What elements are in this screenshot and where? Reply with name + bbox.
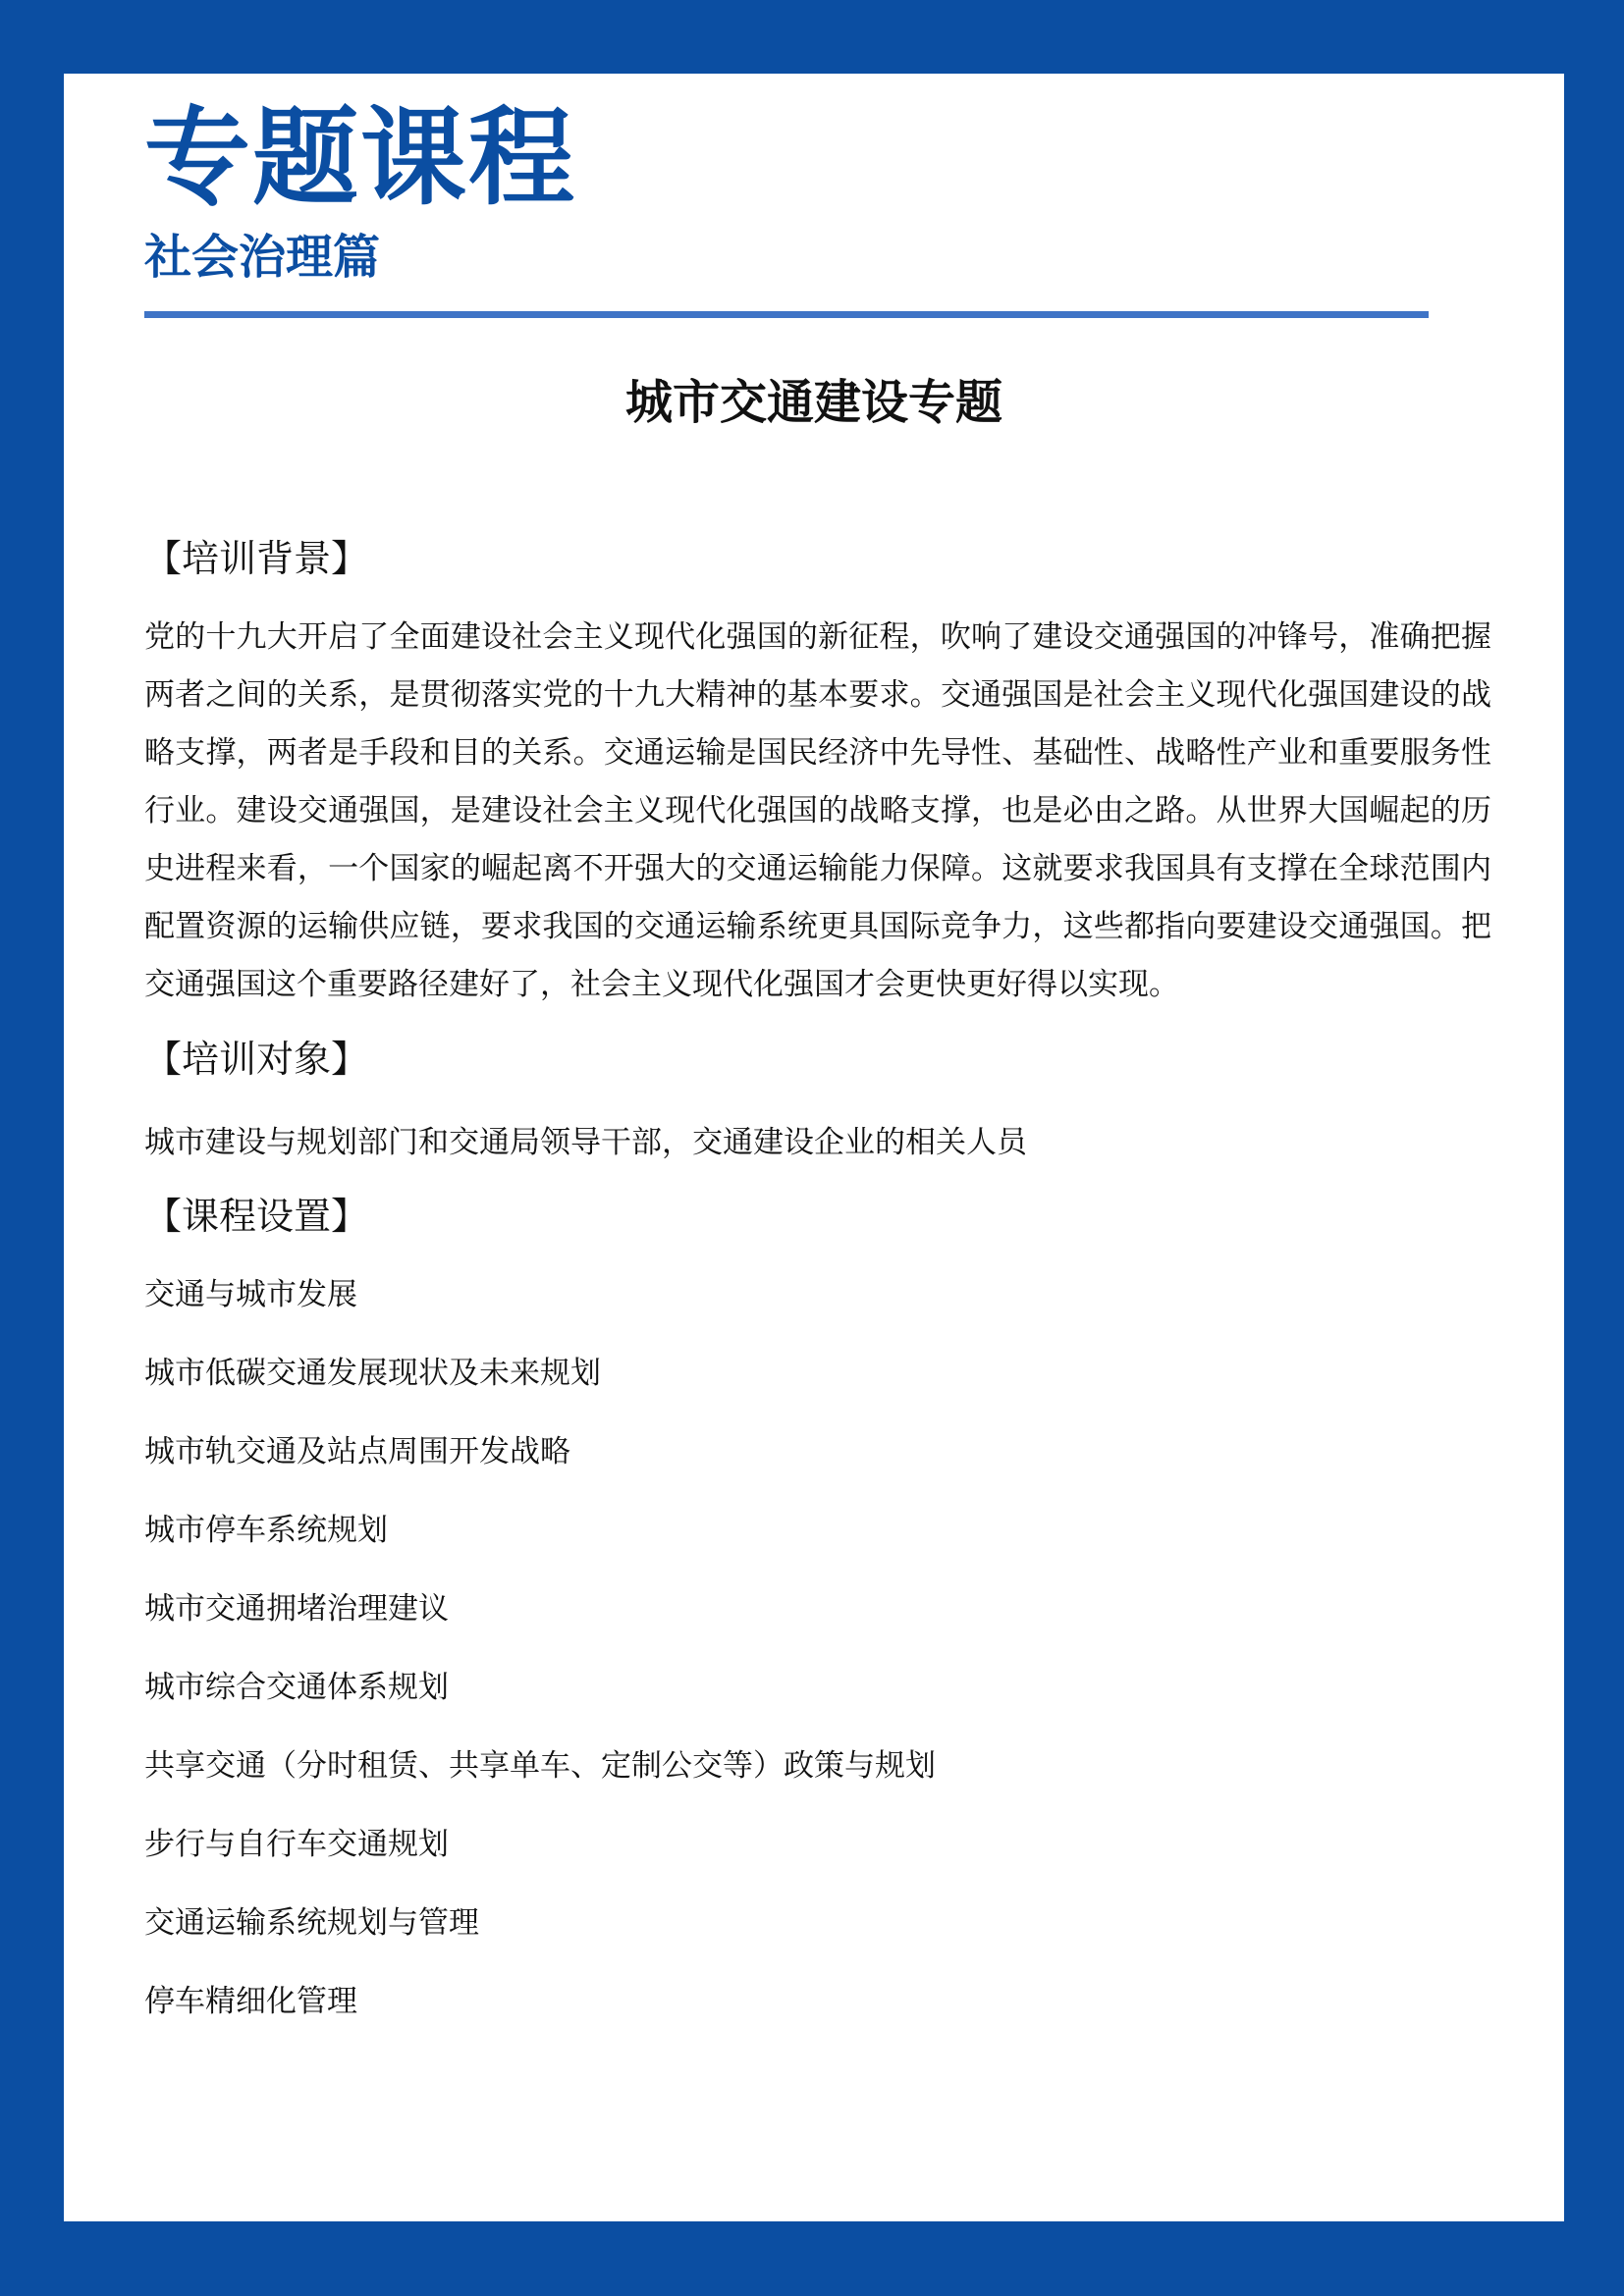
course-item: 城市轨交通及站点周围开发战略 bbox=[144, 1434, 570, 1469]
course-item: 步行与自行车交通规划 bbox=[144, 1827, 449, 1862]
header-subtitle: 社会治理篇 bbox=[144, 230, 381, 285]
header-title: 专题课程 bbox=[144, 97, 577, 220]
course-item: 城市低碳交通发展现状及未来规划 bbox=[144, 1356, 601, 1391]
course-item: 交通与城市发展 bbox=[144, 1277, 357, 1312]
course-item: 城市综合交通体系规划 bbox=[144, 1670, 449, 1705]
course-item: 共享交通（分时租赁、共享单车、定制公交等）政策与规划 bbox=[144, 1748, 936, 1784]
course-item: 城市停车系统规划 bbox=[144, 1513, 388, 1548]
section-heading-courses: 【课程设置】 bbox=[144, 1195, 369, 1238]
course-item: 交通运输系统规划与管理 bbox=[144, 1905, 479, 1941]
section-heading-background: 【培训背景】 bbox=[144, 537, 369, 580]
background-paragraph: 党的十九大开启了全面建设社会主义现代化强国的新征程，吹响了建设交通强国的冲锋号，准确把握两者之间的关系，是贯彻落实党的十九大精神的基本要求。交通强国是社会主义现代化强国建设的战略支撑，两者是手段和目的关系。交通运输是国民经济中先导性、基础性、战略性产业和重要服务性行业。建设交通强国，是建设社会主义现代化强国的战略支撑，也是必由之路。从世界大国崛起的历史进程来看，一个国家的崛起离不开强大的交通运输能力保障。这就要求我国具有支撑在全球范围内配置资源的运输供应链，要求我国的交通运输系统更具国际竞争力，这些都指向要建设交通强国。把交通强国这个重要路径建好了，社会主义现代化强国才会更快更好得以实现。 bbox=[144, 619, 1491, 1002]
course-item: 城市交通拥堵治理建议 bbox=[144, 1591, 449, 1627]
course-list bbox=[144, 1273, 936, 2058]
header-divider bbox=[144, 311, 1429, 318]
section-heading-audience: 【培训对象】 bbox=[144, 1038, 369, 1081]
course-item: 停车精细化管理 bbox=[144, 1984, 357, 2019]
document-page bbox=[64, 74, 1564, 2221]
document-title: 城市交通建设专题 bbox=[624, 375, 1002, 430]
audience-text: 城市建设与规划部门和交通局领导干部，交通建设企业的相关人员 bbox=[144, 1125, 1027, 1160]
